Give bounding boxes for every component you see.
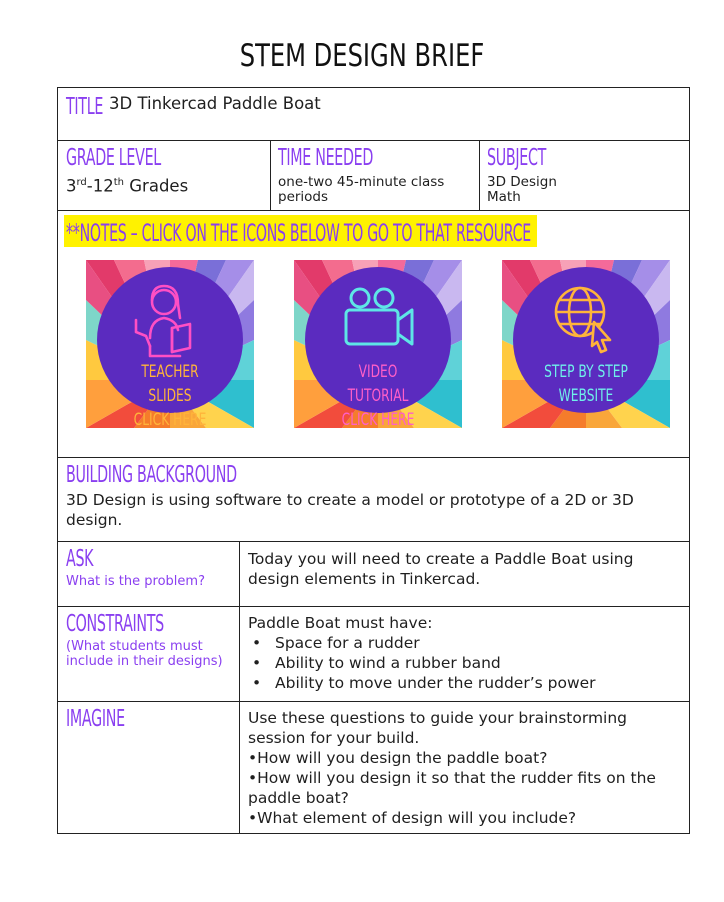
subject-line-1: 3D Design (487, 174, 557, 190)
title-row (58, 88, 689, 141)
video-tutorial-link[interactable] (294, 260, 462, 428)
imagine-label: IMAGINE (66, 706, 125, 732)
ask-label: ASK (66, 546, 94, 572)
list-item: • Ability to wind a rubber band (248, 653, 678, 673)
step-by-step-website-link[interactable] (502, 260, 670, 428)
website-caption-2: WEBSITE (558, 386, 614, 406)
grade-level-label: GRADE LEVEL (66, 145, 161, 171)
page-title: STEM DESIGN BRIEF (239, 38, 485, 74)
project-title: 3D Tinkercad Paddle Boat (109, 94, 321, 113)
list-item: • Ability to move under the rudder’s power (248, 673, 678, 693)
constraints-label: CONSTRAINTS (66, 611, 164, 637)
video-tutorial-caption-1: VIDEO TUTORIAL (347, 362, 409, 406)
imagine-question: •What element of design will you include? (248, 809, 577, 827)
notes-row (58, 211, 689, 458)
video-tutorial-caption-2: CLICK HERE (341, 410, 415, 428)
constraints-row (58, 607, 689, 702)
imagine-question: •How will you design the paddle boat? (248, 749, 548, 767)
title-label: TITLE (66, 94, 104, 120)
subject-cell (487, 145, 677, 205)
subject-line-2: Math (487, 189, 521, 205)
constraints-intro: Paddle Boat must have: (248, 614, 433, 632)
building-background-label: BUILDING BACKGROUND (66, 462, 237, 488)
teacher-slides-caption-1: TEACHER SLIDES (141, 362, 199, 406)
time-needed-value: one-two 45-minute class periods (278, 174, 445, 205)
ask-text: Today you will need to create a Paddle Boat using design elements in Tinkercad. (248, 550, 634, 588)
info-row (58, 141, 689, 211)
teacher-slides-caption-2: CLICK HERE (133, 410, 207, 428)
design-brief-table (57, 87, 690, 834)
constraints-subtitle: (What students must include in their designs) (66, 639, 223, 669)
website-caption-1: STEP BY STEP (544, 362, 628, 382)
constraints-list (248, 633, 678, 693)
imagine-row (58, 702, 689, 833)
notes-label: **NOTES – CLICK ON THE ICONS BELOW TO GO TO THAT RESOURCE (66, 219, 531, 247)
building-background-text: 3D Design is using software to create a model or prototype of a 2D or 3D design. (66, 491, 634, 529)
imagine-question: •How will you design it so that the rudder fits on the paddle boat? (248, 769, 656, 807)
subject-label: SUBJECT (487, 145, 546, 171)
background-row (58, 458, 689, 542)
time-needed-cell (278, 145, 473, 205)
imagine-intro: Use these questions to guide your brainstorming session for your build. (248, 709, 628, 747)
time-needed-label: TIME NEEDED (278, 145, 374, 171)
grade-level-value: 3rd-12th Grades (66, 176, 189, 196)
teacher-slides-link[interactable] (86, 260, 254, 428)
grade-level-cell (66, 145, 219, 196)
ask-row (58, 542, 689, 607)
ask-subtitle: What is the problem? (66, 574, 205, 589)
list-item: • Space for a rudder (248, 633, 678, 653)
